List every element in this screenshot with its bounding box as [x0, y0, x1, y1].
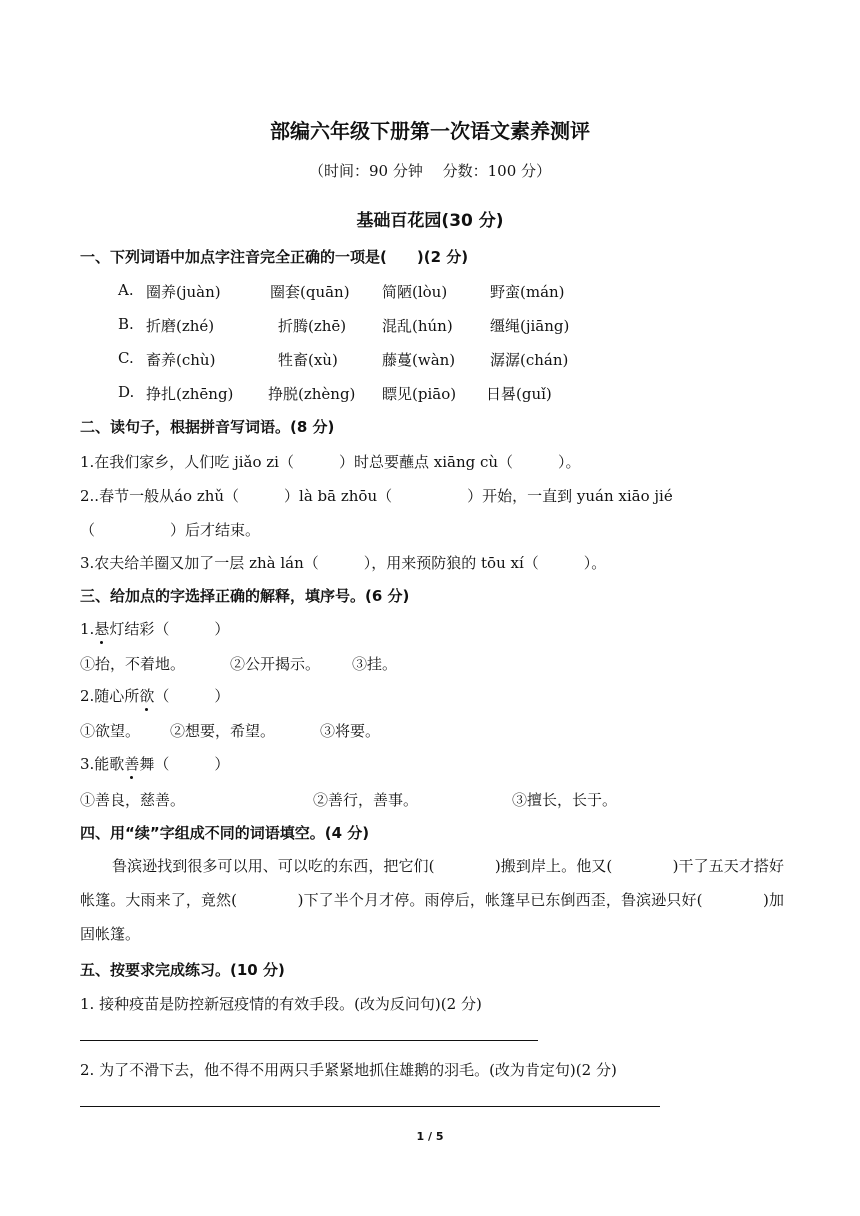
- dotted-character: 悬: [94, 620, 110, 638]
- item-3-option-2: ②善行，善事。: [313, 791, 419, 809]
- section-heading: 基础百花园(30 分): [356, 211, 504, 231]
- option-d-letter: D.: [118, 383, 135, 401]
- item-1-suffix: 灯结彩（ ）: [109, 620, 230, 638]
- item-1-option-1: ①抬，不着地。: [80, 655, 186, 673]
- question-1-heading: 一、下列词语中加点字注音完全正确的一项是( )(2 分): [80, 248, 469, 266]
- question-4-heading: 四、用“续”字组成不同的词语填空。(4 分): [80, 824, 370, 842]
- question-3-item-3: [80, 753, 229, 774]
- item-2-option-2: ②想要，希望。: [170, 722, 276, 740]
- dotted-character: 欲: [139, 687, 155, 705]
- option-b-word-2: 折腾(zhē): [278, 317, 347, 335]
- item-2-prefix: 2.随心所: [80, 687, 140, 705]
- answer-line-2[interactable]: [80, 1106, 660, 1107]
- option-c-word-1: 畜养(chù): [146, 351, 216, 369]
- option-d-word-4: 日晷(guǐ): [486, 385, 552, 403]
- question-5-heading: 五、按要求完成练习。(10 分): [80, 961, 285, 979]
- question-4-paragraph: 鲁滨逊找到很多可以用、可以吃的东西，把它们( )搬到岸上。他又( )干了五天才搭好帐篷。大雨来了，竟然( )下了半个月才停。雨停后，帐篷早已东倒西歪，鲁滨逊只好( )加固帐篷。: [80, 857, 784, 943]
- question-2-heading: 二、读句子，根据拼音写词语。(8 分): [80, 418, 335, 436]
- exam-info: （时间：90 分钟 分数：100 分）: [308, 162, 552, 180]
- item-3-option-1: ①善良，慈善。: [80, 791, 186, 809]
- item-1-prefix: 1.: [80, 620, 95, 638]
- item-1-option-3: ③挂。: [352, 655, 398, 673]
- item-3-option-3: ③擅长，长于。: [512, 791, 618, 809]
- option-b-letter: B.: [118, 315, 134, 333]
- question-3-item-1: [80, 618, 229, 639]
- question-3-item-2: [80, 685, 229, 706]
- page-number: 1 / 5: [416, 1130, 444, 1143]
- question-5-task-1: 1. 接种疫苗是防控新冠疫情的有效手段。(改为反问句)(2 分): [80, 995, 482, 1013]
- item-2-suffix: （ ）: [154, 687, 230, 705]
- item-2-option-1: ①欲望。: [80, 722, 141, 740]
- option-d-word-3: 瞟见(piāo): [382, 385, 457, 403]
- option-c-word-4: 潺潺(chán): [490, 351, 569, 369]
- option-a-word-1: 圈养(juàn): [146, 283, 221, 301]
- option-a-word-2: 圈套(quān): [270, 283, 350, 301]
- question-2-sentence-2-part-1: 2..春节一般从áo zhǔ（ ）là bā zhōu（ ）开始，一直到 yuán xiāo jié: [80, 487, 673, 505]
- question-2-sentence-2-part-2: （ ）后才结束。: [80, 521, 261, 539]
- option-a-word-4: 野蛮(mán): [490, 283, 565, 301]
- item-3-prefix: 3.能歌: [80, 755, 125, 773]
- option-c-word-3: 藤蔓(wàn): [382, 351, 456, 369]
- option-b-word-1: 折磨(zhé): [146, 317, 215, 335]
- dotted-character: 善: [124, 755, 140, 773]
- option-b-word-4: 缰绳(jiāng): [490, 317, 570, 335]
- option-a-letter: A.: [118, 281, 134, 299]
- question-5-task-2: 2. 为了不滑下去，他不得不用两只手紧紧地抓住雄鹅的羽毛。(改为肯定句)(2 分): [80, 1061, 617, 1079]
- page-title: 部编六年级下册第一次语文素养测评: [270, 119, 590, 143]
- item-1-option-2: ②公开揭示。: [230, 655, 321, 673]
- option-c-word-2: 牲畜(xù): [278, 351, 338, 369]
- answer-line-1[interactable]: [80, 1040, 538, 1041]
- option-d-word-2: 挣脱(zhèng): [268, 385, 356, 403]
- item-2-option-3: ③将要。: [320, 722, 381, 740]
- item-3-suffix: 舞（ ）: [139, 755, 230, 773]
- question-3-heading: 三、给加点的字选择正确的解释，填序号。(6 分): [80, 587, 410, 605]
- option-a-word-3: 简陋(lòu): [382, 283, 448, 301]
- question-2-sentence-3: 3.农夫给羊圈又加了一层 zhà lán（ ），用来预防狼的 tōu xí（ ）。: [80, 554, 607, 572]
- option-b-word-3: 混乱(hún): [382, 317, 453, 335]
- option-c-letter: C.: [118, 349, 134, 367]
- option-d-word-1: 挣扎(zhēng): [146, 385, 234, 403]
- question-2-sentence-1: 1.在我们家乡，人们吃 jiǎo zi（ ）时总要蘸点 xiāng cù（ ）。: [80, 453, 581, 471]
